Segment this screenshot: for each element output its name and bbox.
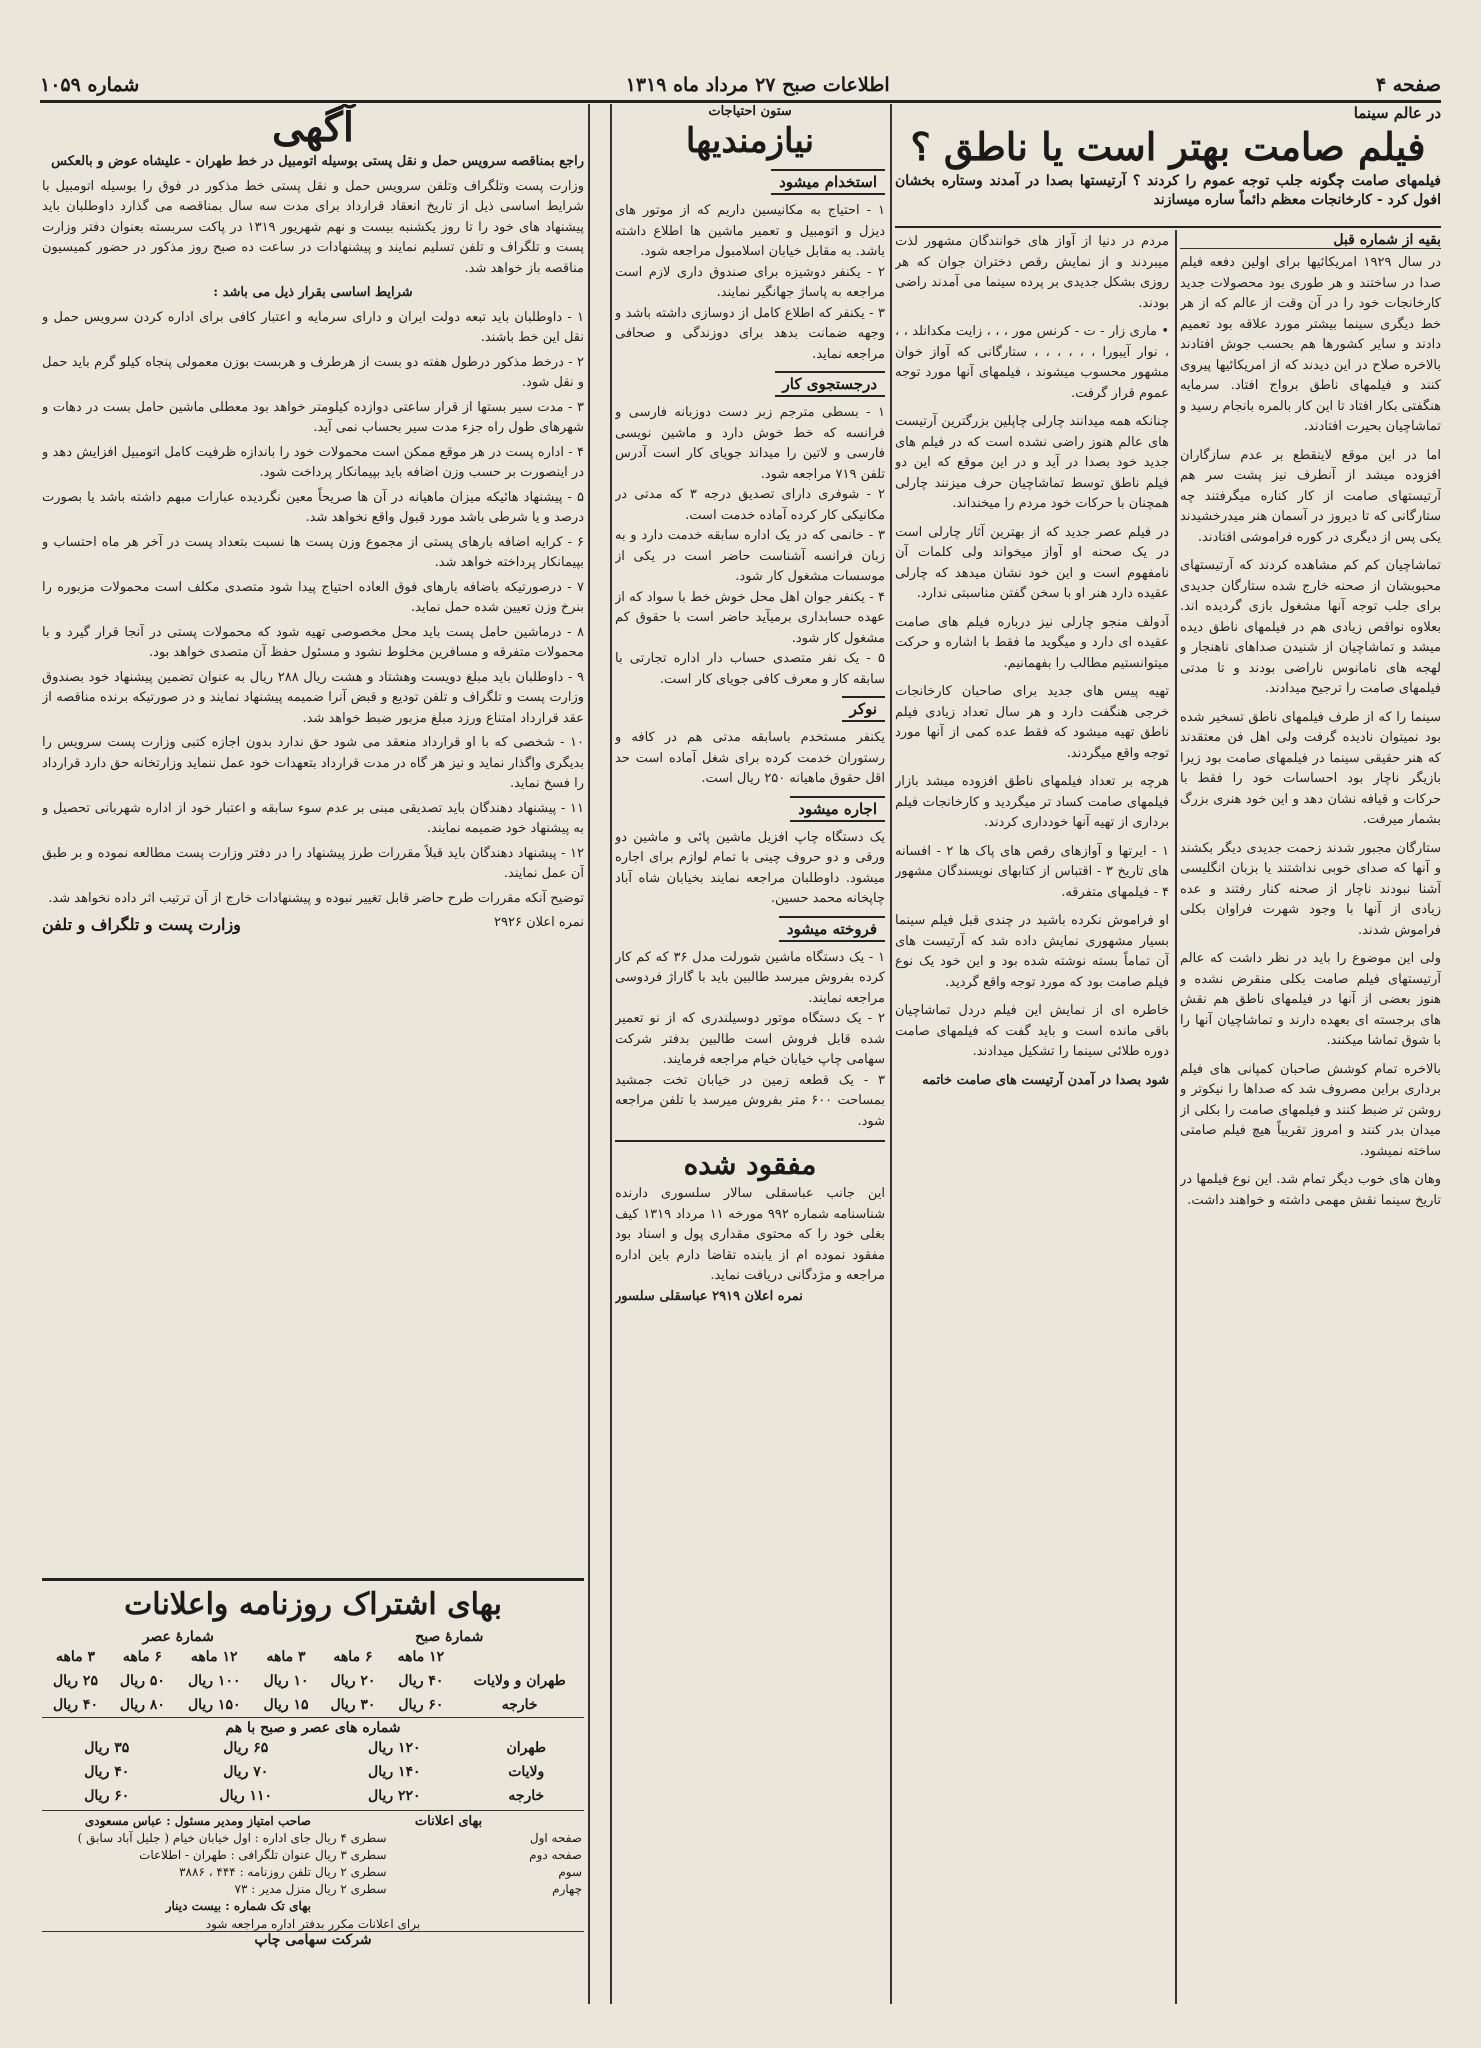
needs-column (615, 104, 885, 2004)
table-row (42, 1669, 584, 1693)
table-cell: طهران و ولایات (473, 1673, 566, 1689)
table-cell: ۶۰ ریال (398, 1697, 444, 1713)
agahi-intro: راجع بمناقصه سرویس حمل و نقل پستی بوسیله اتومبیل در خط طهران - علیشاه عوض و بالعکس (51, 154, 584, 169)
agahi-sign: وزارت پست و تلگراف و تلفن (42, 915, 241, 934)
agahi-note: توضیح آنکه مقررات طرح حاضر قابل تغییر نبوده و پیشنهادات خارج از آن ترتیب اثر داده نخواهد شد. (48, 890, 584, 906)
cinema-paragraph: بالاخره تمام کوشش صاحبان کمپانی های فیلم برداری براین مصروف شد که صداها را نیکوتر و روشن تر ضبط کنند و فیلمهای صامت را بکلی از میدان بدر کنند و امروز تقریباً هیچ فیلم صامتی ساخته نمیشود. (1180, 1061, 1441, 1159)
agahi-condition: ۷ - درصورتیکه باضافه بارهای فوق العاده احتیاج پیدا شود متصدی مکلف است محمولات مزبوره را بنرخ وزن تعیین شده حمل نماید. (42, 579, 584, 615)
ad-page: سوم (558, 1865, 582, 1879)
agahi-condition: ۱۰ - شخصی که با او قرارداد منعقد می شود حق ندارد بدون اجازه کتبی وزارت پست سرویس را بدیگری واگذار نماید و نیز هر گاه در مدت قرارداد بتعهدات خود عمل ننماید وزارتخانه حق دارد قرارداد را فسخ نماید. (42, 735, 584, 791)
seek-heading: درجستجوی کار (775, 371, 885, 397)
servant-heading: نوکر (842, 696, 885, 722)
agahi-condition: ۵ - پیشنهاد هائیکه میزان ماهیانه در آن ها صریحاً معین نگردیده عبارات مبهم داشته باشد یا بصورت درصد و یا شرطی باشد مورد قبول واقع نخواهد شد. (42, 489, 584, 525)
rent-body: یک دستگاه چاپ افزیل ماشین پائی و ماشین دو ورقی و دو حروف چینی با تمام لوازم برای اجاره میشود. داوطلبان مراجعه نمایند بخیابان شاه آباد چاپخانه محمد حسین. (615, 829, 885, 906)
cinema-paragraph: آدولف منجو چارلی نیز درباره فیلم های صامت عقیده ای دارد و میگوید ما فقط با اشاره و حرکت میتوانستیم مطالب را بفهمانیم. (895, 614, 1169, 671)
table-cell: ۱۱۰ ریال (219, 1788, 273, 1804)
paper-date: اطلاعات صبح ۲۷ مرداد ماه ۱۳۱۹ (625, 74, 890, 96)
cinema-paragraph: ولی این موضوع را باید در نظر داشت که عالم آرتیستهای فیلم صامت بکلی منقرض نشده و هنوز بعضی از آنها در فیلمهای ناطق هم نقش های برجسته ای بعهده دارند و تماشاچیان آنها را با شوق تماشا میکنند. (1180, 951, 1441, 1048)
table-cell: ۳۵ ریال (84, 1740, 130, 1756)
address-line: جای اداره : اول خیابان خیام ( جلیل آباد سابق ) (77, 1831, 311, 1845)
agahi-signature (42, 915, 584, 934)
table-cell: ۱۴۰ ریال (368, 1764, 421, 1780)
cinema-paragraph: در فیلم عصر جدید که از بهترین آثار چارلی است در یک صحنه او آواز میخواند ولی کلمات آن نامفهوم است و این خود نشان میدهد که چارلی عقیده دارد هنر او با سخن گفتن مناسبتی ندارد. (895, 524, 1169, 601)
table-cell: ۴۰ ریال (84, 1764, 130, 1780)
manager-line: منزل مدیر : ۷۳ (234, 1882, 311, 1896)
agahi-condition: ۹ - داوطلبان باید مبلغ دویست وهشتاد و هشت ریال ۲۸۸ ریال به عنوان تضمین پیشنهاد خود بصندوق وزارت پست و تلگراف و تلفن تودیع و قبض آنرا ضمیمه پیشنهاد نمایند و در صورتیکه برنده مناقصه از عقد قرارداد امتناع ورزد مبلغ مزبور ضبط خواهد شد. (42, 669, 584, 726)
table-cell: ۱۲۰ ریال (368, 1740, 421, 1756)
ad-page: چهارم (552, 1882, 582, 1896)
table-cell: ۴۰ ریال (52, 1697, 98, 1713)
agahi-paragraph: وزارت پست وتلگراف وتلفن سرویس حمل و نقل پستی خط مذکور در فوق را بوسیله اتومبیل با شرایط اساسی ذیل از تاریخ انعقاد قرارداد برای مدت سه سال بمناقصه می گذارد داوطلبان باید پیشنهاد های خود را تا روز یکشنبه بیست و نهم شهریور ۱۳۱۹ در پاکت سربسته بعنوان دفتر وزارت پست و تلگراف و تلفن تسلیم نمایند و پیشنهادات در ساعت ده صبح روز مذکور در حضور کمیسیون مناقصه باز خواهد شد. (42, 178, 584, 276)
table-cell: ۵۰ ریال (119, 1673, 165, 1689)
needs-section: ستون احتیاجات (708, 104, 792, 119)
ad-price: سطری ۲ ریال (315, 1865, 387, 1879)
hire-heading: استخدام میشود (771, 169, 885, 195)
table-cell: ۱۰ ریال (263, 1673, 309, 1689)
ad-price: سطری ۳ ریال (315, 1848, 387, 1862)
lost-sign: نمره اعلان ۲۹۱۹ عباسقلی سلسور (615, 1288, 803, 1304)
table-cell: خارجه (508, 1788, 545, 1804)
ads-prices (313, 1811, 584, 1917)
cinema-paragraph: ستارگان مجبور شدند زحمت جدیدی دیگر بکشند و آنها که صدای خوبی نداشتند یا بزبان انگلیسی آشنا نبودند ناچار از صحنه کنار رفتند و عده زیادی از آنها با وجود شهرت فراوان بکلی فراموش شدند. (1180, 840, 1441, 938)
table-cell: ۶۵ ریال (223, 1740, 269, 1756)
cinema-paragraph: هرچه بر تعداد فیلمهای ناطق افزوده میشد بازار فیلمهای صامت کساد تر میگردید و کارخانجات فیلم برداری از تهیه آنها خودداری کردند. (895, 774, 1169, 830)
column-rule (610, 104, 612, 2004)
subscription-box (42, 1578, 584, 2007)
footer-info (42, 1810, 584, 1917)
table-cell: خارجه (501, 1697, 538, 1713)
cinema-paragraph: وهان های خوب دیگر تمام شد. این نوع فیلمها در تاریخ سینما نقش مهمی داشته و خواهند داشت. (1180, 1172, 1441, 1208)
column-rule (588, 104, 590, 2004)
cinema-paragraph: اما در این موقع لاینقطع بر عدم سازگاران افزوده میشد از آنطرف نیز پشت سر هم آرتیستهای صامت از کار کناره میگرفتند چه ستارگانی که تا دیروز در آسمان هنر میدرخشیدند یکی پس از دیگری در کوره فراموشی افتادند. (1180, 447, 1441, 545)
both-head: شماره های عصر و صبح با هم (42, 1717, 584, 1736)
table-cell: ۱۵۰ ریال (187, 1697, 241, 1713)
printer-line: شرکت سهامی چاپ (42, 1931, 584, 1948)
table-cell: ۷۰ ریال (223, 1764, 269, 1780)
cinema-paragraph: در سال ۱۹۲۹ امریکائیها برای اولین دفعه فیلم صدا در ساختند و هر طوری بود محصولات جدید کارخانجات خود را در آن وقت از عالم که از هر خط دیگری سینما بیشتر مورد علاقه بود تعمیم دادند و سایر کشورها هم بحسب جوش افتادند بالاخره صلاح در این دیدند که از امریکائیها پیروی کنند و فیلمهای ناطق برواج افتاد. سرمایه هنگفتی بکار افتاد تا این کار بالمره بانجام رسید و تماشاچیان بحیرت افتادند. (1180, 255, 1441, 434)
phone-line: تلفن روزنامه : ۴۴۴ ، ۳۸۸۶ (179, 1865, 311, 1879)
price-table (42, 1645, 584, 1717)
agahi-condition: ۱ - داوطلبان باید تبعه دولت ایران و دارای سرمایه و اعتبار کافی برای اداره کردن سرویس حمل و نقل این خط باشند. (42, 309, 584, 345)
subscription-heads (42, 1629, 584, 1645)
table-row (42, 1693, 584, 1717)
lost-title: مفقود شده (683, 1148, 817, 1181)
table-cell: ۲۵ ریال (52, 1673, 98, 1689)
sale-body: ۱ - یک دستگاه ماشین شورلت مدل ۳۶ که کم کار کرده بفروش میرسد طالبین باید با گاراژ فردوسی مراجعه نمایند. ۲ - یک دستگاه موتور دوسیلندری که از نو تعمیر شده قابل فروش است طالبین بدفتر شرکت سهامی چاپ خیابان خیام مراجعه فرمایند. ۳ - یک قطعه زمین در خیابان تخت جمشید بمساحت ۶۰۰ متر بفروش میرسد با تلفن مراجعه شود. (615, 949, 885, 1129)
masthead-rule (40, 100, 1441, 103)
cinema-paragraph: چنانکه همه میدانند چارلی چاپلین بزرگترین آرتیست های عالم هنوز راضی نشده است که در فیلم های جدید خود بصدا در آید و در این موقع که این دو فیلم ناطق توسط تماشاچیان حرف میزنند چارلی همچنان با حرکات خود مردم را میخنداند. (895, 414, 1169, 511)
rent-heading: اجاره میشود (790, 796, 885, 822)
table-cell: ولایات (508, 1764, 545, 1780)
lost-box (615, 1140, 885, 1307)
table-cell: ۶ ماهه (122, 1649, 162, 1665)
cinema-rule (895, 226, 1441, 228)
masthead (40, 72, 1441, 98)
needs-title: نیازمندیها (685, 121, 815, 161)
ad-row (315, 1864, 582, 1881)
cinema-col-1 (1180, 232, 1441, 2002)
cinema-col-2 (895, 232, 1169, 2002)
issue-number: شماره ۱۰۵۹ (40, 74, 140, 96)
ad-row (315, 1847, 582, 1864)
combined-table (42, 1736, 584, 1808)
agahi-condition: ۸ - درماشین حامل پست باید محل مخصوصی تهیه شود که محمولات پستی در آنجا قرار گیرد و با محمولات متفرقه و مسافرین مخلوط نشود و مسئول حفظ آن متصدی خواهد بود. (42, 624, 584, 660)
cinema-paragraph: تهیه پیس های جدید برای صاحبان کارخانجات خرجی هنگفت دارد و هر سال تعداد زیادی فیلم ناطق تهیه میشود که فقط عده کمی از آنها مورد توجه واقع میگردند. (895, 684, 1169, 761)
agahi-title: آگهی (272, 104, 354, 151)
page-number: صفحه ۴ (1375, 74, 1441, 96)
cinema-deck: فیلمهای صامت چگونه جلب توجه عموم را کردند ؟ آرتیستها بصدا در آمدند وستاره بخشان افول کرد - کارخانجات معظم دائماً ساره میسازند (895, 173, 1441, 208)
continuation-label: بقیه از شماره قبل (1180, 232, 1441, 249)
agahi-condition: ۴ - اداره پست در هر موقع ممکن است محمولات خود را باندازه ظرفیت کامل اتومبیل افزایش دهد و در اینصورت بر حسب وزن اضافه باید بپیمانکار پرداخت شود. (42, 444, 584, 480)
agahi-conditions: شرایط اساسی بقرار ذیل می باشد : (213, 285, 413, 300)
ad-row (315, 1830, 582, 1847)
subscription-title: بهای اشتراک روزنامه واعلانات (124, 1587, 502, 1622)
agahi-condition: ۶ - کرایه اضافه بارهای پستی از مجموع وزن پست ها نسبت بتعداد پست در آخر هر ماه احتساب و بپیمانکار پرداخته خواهد شد. (42, 534, 584, 570)
ad-page: صفحه اول (529, 1831, 582, 1845)
table-row (42, 1645, 584, 1669)
table-row (42, 1736, 584, 1760)
table-cell: ۱۲ ماهه (397, 1649, 445, 1665)
cinema-paragraph: او فراموش نکرده باشید در چندی قبل فیلم سینما بسیار مشهوری نمایش داده شد که آرتیست های آن تماماً بسته نوشته شده بود و این خود یک نوع فیلم صامت بود که مورد توجه واقع گردید. (895, 913, 1169, 990)
agahi-sign-number: نمره اعلان ۲۹۲۶ (494, 915, 584, 930)
agahi-condition: ۳ - مدت سیر بستها از قرار ساعتی دوازده کیلومتر خواهد بود معطلی ماشین حامل بست در دهات و شهرهای طول راه جزء مدت سیر بحساب نمی آید. (42, 399, 584, 435)
seek-body: ۱ - بسطی مترجم زبر دست دوزبانه فارسی و فرانسه که خط خوش دارد و ماشین نویسی فارسی و لاتین را میداند جویای کار است آدرس تلفن ۷۱۹ مراجعه شود. ۲ - شوفری دارای تصدیق درجه ۳ که مدتی در مکانیکی کار کرده آماده خدمت است. ۳ - خانمی که در یک اداره سابقه خدمت دارد و به زبان فرانسه آشناست حاضر است در یکی از موسسات مشغول کار شود. ۴ - یکنفر جوان اهل محل خوش خط با سواد که از عهده حسابداری برمیآید حاضر است با حقوق کم مشغول کار شود. ۵ - یک نفر متصدی حساب دار اداره تجارتی با سابقه کار و معرف کافی جویای کار است. (615, 405, 885, 687)
lost-body: این جانب عباسقلی سالار سلسوری دارنده شناسنامه شماره ۹۹۲ مورخه ۱۱ مرداد ۱۳۱۹ کیف بغلی خود را که محتوی مقداری پول و اسناد بود مفقود نموده ام از یابنده تقاضا دارم باین اداره مراجعه و مژدگانی دریافت نماید. (615, 1186, 885, 1283)
table-cell: ۱۰۰ ریال (187, 1673, 241, 1689)
column-rule (1175, 230, 1177, 2004)
cinema-title: فیلم صامت بهتر است یا ناطق ؟ (910, 124, 1426, 169)
table-cell (455, 1645, 584, 1669)
table-cell: ۴۰ ریال (398, 1673, 444, 1689)
column-rule (890, 104, 892, 2004)
table-cell: ۲۲۰ ریال (368, 1788, 421, 1804)
cinema-paragraph: شود بصدا در آمدن آرتیست های صامت خاتمه (921, 1072, 1169, 1088)
ad-price: سطری ۴ ریال (315, 1831, 387, 1845)
table-cell: ۸۰ ریال (119, 1697, 165, 1713)
table-cell: ۳۰ ریال (330, 1697, 376, 1713)
cinema-paragraph: خاطره ای از نمایش این فیلم دردل تماشاچیان باقی مانده است و باید گفت که فیلمهای صامت دوره طلائی سینما را تشکیل میدادند. (895, 1003, 1169, 1059)
table-cell: ۳ ماهه (266, 1649, 306, 1665)
table-cell: ۶ ماهه (333, 1649, 373, 1665)
agahi-condition: ۱۲ - پیشنهاد دهندگان باید قبلاً مقررات طرز پیشنهاد را در دفتر وزارت پست مطالعه نموده و بر طبق آن عمل نمایند. (42, 845, 584, 881)
ads-head: بهای اعلانات (414, 1814, 483, 1829)
ad-row (315, 1881, 582, 1898)
cinema-header (895, 104, 1441, 224)
agahi-notice (42, 104, 584, 1570)
agahi-condition: ۲ - درخط مذکور درطول هفته دو بست از هرطرف و هربست بوزن معمولی پنجاه کیلو گرم باید حمل و نقل شود. (42, 354, 584, 390)
morning-head: شمارهٔ صبح (415, 1629, 484, 1645)
cinema-paragraph: ۱ - ایرتها و آوازهای رقص های پاک ها ۲ - افسانه های تاریخ ۳ - اقتباس از کتابهای نویسندگان مشهور ۴ - فیلمهای متفرقه. (895, 843, 1169, 900)
cinema-paragraph: • ماری زار - ت - کرنس مور ، ، ، زایت مکدانلد ، ، ، نوار آیبورا ، ، ، ، ، ، ستارگانی که آواز خوان مشهور محسوب میشوند ، فیلمهای آنها مورد توجه عموم قرار گرفت. (895, 324, 1169, 401)
hire-body: ۱ - احتیاج به مکانیسین داریم که از موتور های دیزل و اتومبیل و تعمیر ماشین ها اطلاع داشته باشد. به مقابل خیابان اسلامبول مراجعه شود. ۲ - یکنفر دوشیزه برای صندوق داری لازم است مراجعه به پاساژ جهانگیر نمایند. ۳ - یکنفر که اطلاع کامل از دوسازی داشته باشد و وجهه ضمانت بدهد برای دوزندگی و صحافی مراجعه نماید. (615, 203, 885, 362)
table-cell: ۱۲ ماهه (190, 1649, 238, 1665)
cinema-paragraph: مردم در دنیا از آواز های خوانندگان مشهور لذت میبردند و از نمایش رقص دختران جوان که هر روزی بشکل جدیدی بر پرده سینما می آمدند راضی بودند. (895, 234, 1169, 311)
cinema-section: در عالم سینما (1353, 104, 1441, 122)
table-cell: ۱۵ ریال (263, 1697, 309, 1713)
ad-price: سطری ۲ ریال (315, 1882, 387, 1896)
publisher-info (42, 1811, 313, 1917)
evening-head: شمارهٔ عصر (142, 1629, 214, 1645)
agahi-condition: ۱۱ - پیشنهاد دهندگان باید تصدیقی مبنی بر عدم سوء سابقه و اعتبار خود از اداره شهربانی تحصیل و به پیشنهاد خود ضمیمه نمایند. (42, 800, 584, 836)
cinema-paragraph: سینما را که از طرف فیلمهای ناطق تسخیر شده بود نمیتوان نادیده گرفت ولی اهل فن معتقدند که هنر حقیقی سینما در فیلمهای صامت بود زیرا بازیگر ناچار بود احساسات خود را فقط با حرکات و قیافه نشان دهد و این خود هنری بزرگ بشمار میرفت. (1180, 709, 1441, 827)
table-cell: ۳ ماهه (55, 1649, 95, 1665)
table-row (42, 1760, 584, 1784)
price-line: بهای تک شماره : بیست دینار (165, 1899, 311, 1913)
servant-body: یکنفر مستخدم باسابقه مدتی هم در کافه و رستوران خدمت کرده برای شغل آماده است حد اقل حقوق ماهیانه ۲۵۰ ریال است. (615, 730, 885, 786)
table-row (42, 1784, 584, 1808)
telegraph-line: عنوان تلگرافی : طهران - اطلاعات (139, 1848, 311, 1862)
table-cell: طهران (506, 1740, 547, 1756)
ad-page: صفحه دوم (529, 1848, 582, 1862)
cinema-paragraph: تماشاچیان کم کم مشاهده کردند که آرتیستهای محبوبشان از صحنه خارج شده ستارگان جدیدی برای جلب توجه آنها مشغول بازی گردیده اند. بعلاوه نواقص زیادی هم در فیلمهای ناطق دیده میشد و تماشاچیان از شنیدن صداهای ناهنجار و لهجه های نامانوس ناراضی بودند و تا مدتی فیلمهای صامت را ترجیح میدادند. (1180, 558, 1441, 696)
table-cell: ۶۰ ریال (84, 1788, 130, 1804)
sale-heading: فروخته میشود (779, 916, 885, 942)
table-cell: ۲۰ ریال (330, 1673, 376, 1689)
repeat-note: برای اعلانات مکرر بدفتر اداره مراجعه شود (205, 1917, 421, 1931)
owner-line: صاحب امتیاز ومدیر مسئول : عباس مسعودی (84, 1814, 311, 1828)
